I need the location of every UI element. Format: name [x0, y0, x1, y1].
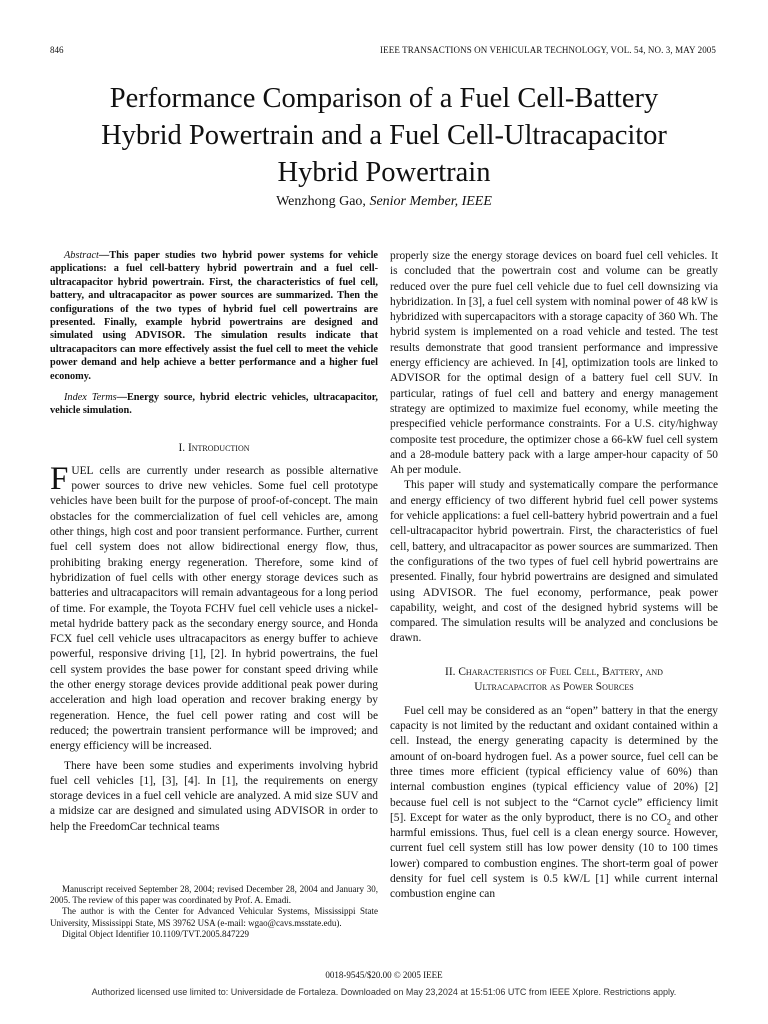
- section2-paragraph-1-text-b: and other harmful emissions. Thus, fuel cell is a clean energy source. However, current fuel cell system still has low power density (10 to 100 times lower) compared to combustion engines. The short-term goal of power density for fuel cell system is 0.5 kW/L [1] while current internal combustion engine can: [390, 811, 719, 901]
- author-line: [40, 194, 728, 210]
- abstract-text: —This paper studies two hybrid power systems for vehicle applications: a fuel cell-battery hybrid powertrain and a fuel cell-ultracapacitor hybrid powertrain. First, the characteristics of fuel cell, battery, and ultracapacitor as power sources are summarized. Then the configurations of the two types of hybrid fuel cell powertrains are presented. Finally, example hybrid powertrains are designed and simulated using ADVISOR. The simulation results indicate that ultracapacitors can more effectively assist the fuel cell to meet the vehicle power demand and help achieve a better performance and a higher fuel economy.: [50, 250, 378, 382]
- index-terms: [50, 391, 378, 418]
- intro-paragraph-3: properly size the energy storage devices on board fuel cell vehicles. It is concluded that the powertrain cost and volume can be greatly reduced over the pure fuel cell vehicle due to fuel cell downsizing via hybridization. In [3], a fuel cell system with nominal power of 48 kW is hybridized with supercapacitors with a storage capacity of 360 Wh. The hybrid system is implemented on a road vehicle and tested. The test results demonstrate that good transient performance and impressive energy efficiency are achieved. In [4], optimization tools are linked to ADVISOR for the optimal design of a battery fuel cell SUV. In particular, ratings of fuel cell and battery and energy management strategy are optimized to maximize fuel economy, while meeting the prespecified vehicle performance constraints. For a U.S. city/highway composite test procedure, the optimizer chose a 66-kW fuel cell system and a 28-module battery pack with a large amper-hour capacity of 50 Ah per module.: [390, 250, 718, 477]
- intro-paragraph-1: [50, 460, 378, 755]
- section-heading-line: II. Characteristics of Fuel Cell, Battery, and: [445, 665, 663, 678]
- intro-paragraph-2: There have been some studies and experiments involving hybrid fuel cell vehicles [1], [3], [4]. In [1], the requirements on energy storage devices in a fuel cell vehicle are analyzed. A mid size SUV and a midsize car are designed and simulated using ADVISOR in order to help the FreedomCar technical teams: [50, 759, 378, 833]
- footnote-affiliation: The author is with the Center for Advanced Vehicular Systems, Mississippi State University, Mississippi State, MS 39762 USA (e-mail: wgao@cavs.msstate.edu).: [50, 906, 378, 928]
- abstract-label: Abstract: [64, 250, 99, 261]
- authorized-use-notice: Authorized licensed use limited to: Universidade de Fortaleza. Downloaded on May 23,2024 at 15:51:06 UTC from IEEE Xplore. Restrictions apply.: [91, 987, 677, 997]
- section-heading-characteristics: [390, 665, 718, 695]
- co2-subscript: 2: [666, 817, 671, 827]
- author-name: Wenzhong Gao,: [276, 194, 366, 209]
- right-column: [390, 249, 718, 903]
- intro-paragraph-4: This paper will study and systematically compare the performance and energy efficiency of two different hybrid fuel cell power systems for vehicle applications: a fuel cell-battery hybrid powertrain and a fuel cell-ultracapacitor hybrid powertrain. First, the characteristics of fuel cell, battery, and ultracapacitor as power sources are summarized. Then the configurations of the two types of fuel cell hybrid powertrains are presented. Finally, four hybrid powertrains are designed and simulated using ADVISOR. The fuel economy, performance, peak power capability, weight, and cost of the designed hybrid systems will be compared. The simulation results will be analyzed and conclusions be drawn.: [390, 479, 718, 645]
- index-terms-text: —Energy source, hybrid electric vehicles, ultracapacitor, vehicle simulation.: [50, 392, 378, 417]
- issn-copyright: 0018-9545/$20.00 © 2005 IEEE: [325, 970, 443, 980]
- journal-header: IEEE TRANSACTIONS ON VEHICULAR TECHNOLOGY, VOL. 54, NO. 3, MAY 2005: [380, 45, 716, 55]
- intro-paragraph-1-text: UEL cells are currently under research as possible alternative power sources to drive new vehicles. Some fuel cell prototype vehicles have been built for the purpose of proof-of-concept. The main obstacles for the commercialization of fuel cell vehicles are, among other things, high cost and poor transient performance. Further, current fuel cell system does not allow bidirectional energy flow, thus, prohibiting braking energy regeneration. Therefore, some kind of hybridization of fuel cells with other energy storage devices such as batteries and ultracapacitors will remain advantageous for a long period of time. For example, the Toyota FCHV fuel cell vehicle uses a nickel-metal hydride battery pack as the secondary energy source, and Honda FCX fuel cell vehicle uses ultracapacitors as energy buffer to achieve powerful, responsive driving [1], [2]. In hybrid powertrains, the fuel cell system provides the base power for constant speed driving while the other energy storage devices provide additional peak power during acceleration and high load operation and recover braking energy by regeneration. Hence, the fuel cell power rating and cost will be reduced; the powertrain transient performance will be improved; and energy efficiency will be increased.: [50, 464, 378, 753]
- footnote: [50, 884, 378, 940]
- author-membership: Senior Member, IEEE: [369, 194, 492, 209]
- footnote-doi: Digital Object Identifier 10.1109/TVT.2005.847229: [62, 928, 249, 939]
- section2-paragraph-1-text-a: Fuel cell may be considered as an “open” battery in that the energy capacity is not limited by the reductant and oxidant contained within a cell. Instead, the energy generating capacity is determined by the amount of on-board hydrogen fuel. As a power source, fuel cell can be three times more efficient (typical efficiency value of 60%) than internal combustion engines (typical efficiency value of 20%) [2] because fuel cell is not subject to the “Carnot cycle” efficiency limit [5]. Except for water as the only byproduct, there is no CO: [390, 704, 718, 824]
- section2-paragraph-1: [390, 704, 718, 903]
- page-number: 846: [50, 45, 64, 55]
- title-line: Hybrid Powertrain and a Fuel Cell-Ultracapacitor: [101, 120, 667, 151]
- title-line: Performance Comparison of a Fuel Cell-Battery: [109, 83, 659, 114]
- index-terms-label: Index Terms: [64, 392, 117, 404]
- title-line: Hybrid Powertrain: [277, 157, 491, 188]
- paper-title: [40, 80, 728, 191]
- section-heading-introduction: I. Introduction: [178, 441, 250, 454]
- left-column: [50, 249, 378, 835]
- section-heading-line: Ultracapacitor as Power Sources: [474, 680, 634, 693]
- abstract: [50, 249, 378, 383]
- drop-cap: F: [50, 460, 69, 497]
- footnote-manuscript: Manuscript received September 28, 2004; revised December 28, 2004 and January 30, 2005. The review of this paper was coordinated by Prof. A. Emadi.: [50, 884, 378, 906]
